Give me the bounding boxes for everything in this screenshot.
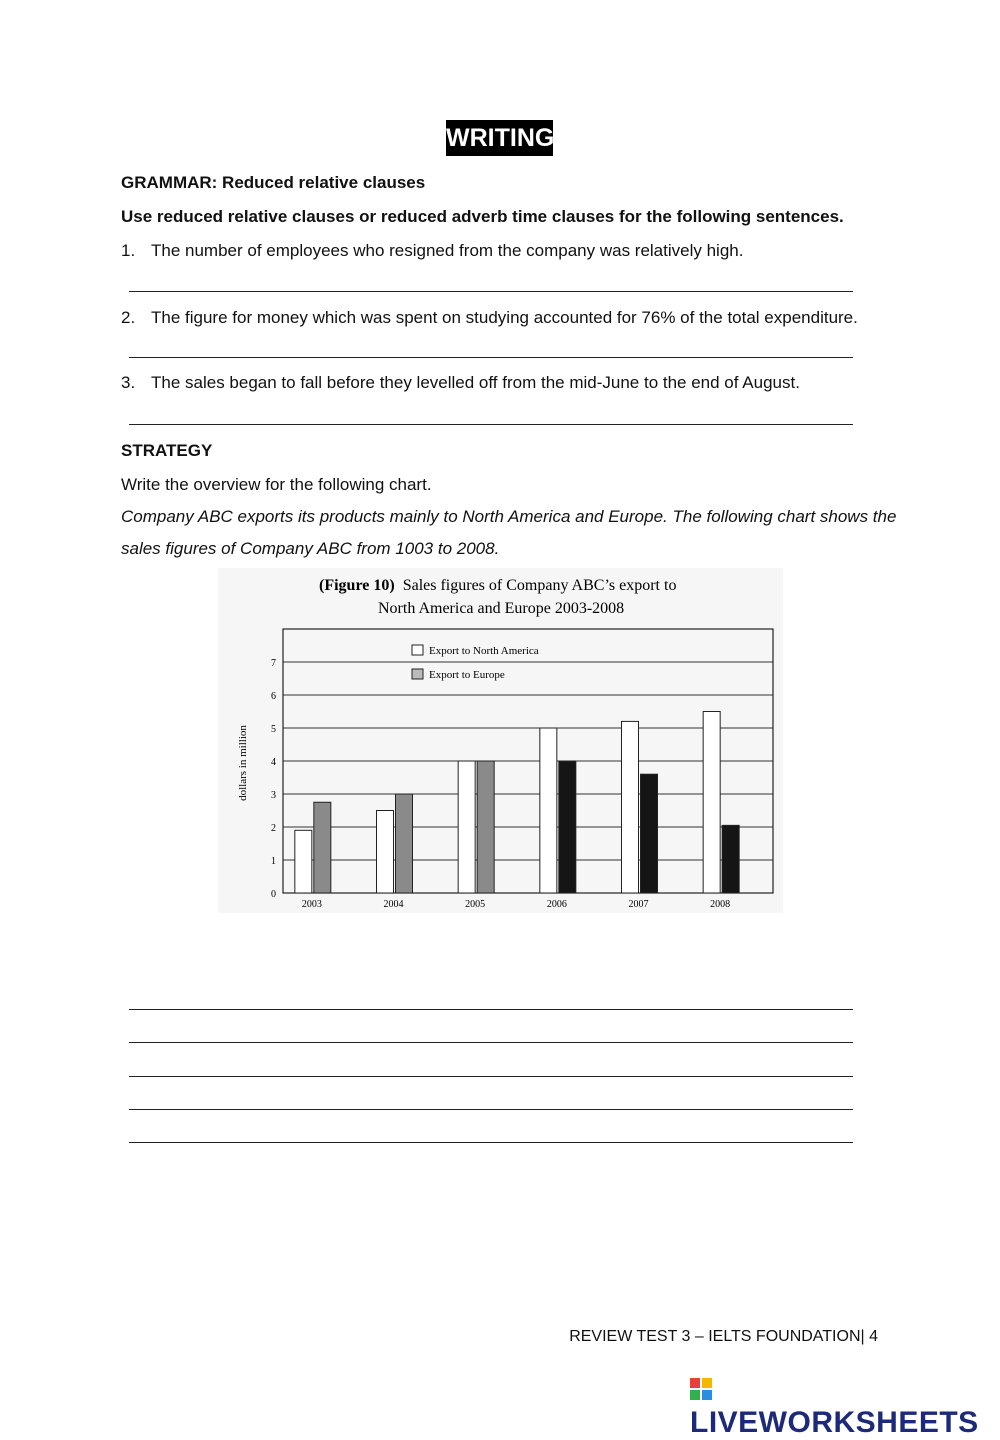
- writing-line[interactable]: [129, 1076, 853, 1077]
- x-tick-label: 2005: [465, 899, 486, 910]
- bar-europe: [396, 794, 413, 893]
- exercise-number: 1.: [121, 241, 136, 260]
- y-tick-label: 7: [271, 658, 276, 669]
- exercise-item: [121, 241, 743, 261]
- brand-name: LIVEWORKSHEETS: [690, 1406, 979, 1439]
- bar-north-america: [540, 728, 557, 893]
- writing-line[interactable]: [129, 1142, 853, 1143]
- bar-europe: [722, 825, 739, 893]
- chart-title-prefix: (Figure 10): [319, 577, 395, 594]
- bar-europe: [641, 774, 658, 893]
- x-tick-label: 2008: [710, 899, 731, 910]
- page-title: WRITING: [446, 120, 553, 156]
- exercise-number: 2.: [121, 308, 136, 327]
- writing-line[interactable]: [129, 1042, 853, 1043]
- y-tick-label: 4: [271, 757, 276, 768]
- bar-europe: [559, 761, 576, 893]
- strategy-context: Company ABC exports its products mainly to North America and Europe. The following chart shows the: [121, 507, 897, 526]
- legend-label: Export to North America: [429, 645, 539, 657]
- bar-north-america: [622, 721, 639, 893]
- strategy-heading: STRATEGY: [121, 441, 213, 460]
- chart-title: [319, 577, 676, 594]
- strategy-instruction: Write the overview for the following chart.: [121, 475, 432, 494]
- strategy-context: sales figures of Company ABC from 1003 to 2008.: [121, 539, 500, 558]
- x-tick-label: 2003: [301, 899, 322, 910]
- brand-mark-icon: [690, 1378, 712, 1400]
- exercise-item: [121, 373, 800, 393]
- chart-title-line1: Sales figures of Company ABC’s export to: [402, 577, 677, 594]
- answer-line[interactable]: [129, 424, 853, 425]
- grammar-instruction: Use reduced relative clauses or reduced adverb time clauses for the following sentences.: [121, 207, 844, 226]
- exercise-text: The sales began to fall before they levelled off from the mid-June to the end of August.: [151, 373, 800, 392]
- y-tick-label: 1: [271, 856, 276, 867]
- answer-line[interactable]: [129, 291, 853, 292]
- y-tick-label: 5: [271, 724, 276, 735]
- x-tick-label: 2006: [546, 899, 567, 910]
- y-axis-label: dollars in million: [237, 725, 249, 801]
- bar-europe: [477, 761, 494, 893]
- bar-north-america: [377, 811, 394, 894]
- bar-north-america: [703, 712, 720, 894]
- y-tick-label: 0: [271, 889, 276, 900]
- grammar-heading: GRAMMAR: Reduced relative clauses: [121, 173, 426, 192]
- bar-north-america: [295, 830, 312, 893]
- y-tick-label: 3: [271, 790, 276, 801]
- bar-europe: [314, 802, 331, 893]
- y-tick-label: 2: [271, 823, 276, 834]
- x-tick-label: 2004: [383, 899, 404, 910]
- legend-label: Export to Europe: [429, 669, 505, 681]
- exercise-item: [121, 308, 858, 328]
- page-footer: REVIEW TEST 3 – IELTS FOUNDATION| 4: [569, 1328, 878, 1345]
- exercise-text: The number of employees who resigned from the company was relatively high.: [151, 241, 744, 260]
- answer-line[interactable]: [129, 357, 853, 358]
- bar-north-america: [458, 761, 475, 893]
- brand-logo: [690, 1372, 1000, 1440]
- chart-title-line2: North America and Europe 2003-2008: [378, 600, 625, 617]
- writing-line[interactable]: [129, 1009, 853, 1010]
- sales-chart: [218, 568, 783, 913]
- exercise-number: 3.: [121, 373, 136, 392]
- legend-swatch-north-america: [412, 645, 423, 655]
- y-tick-label: 6: [271, 691, 276, 702]
- legend-swatch-europe: [412, 669, 423, 679]
- x-tick-label: 2007: [628, 899, 649, 910]
- writing-line[interactable]: [129, 1109, 853, 1110]
- exercise-text: The figure for money which was spent on studying accounted for 76% of the total expenditure.: [151, 308, 858, 327]
